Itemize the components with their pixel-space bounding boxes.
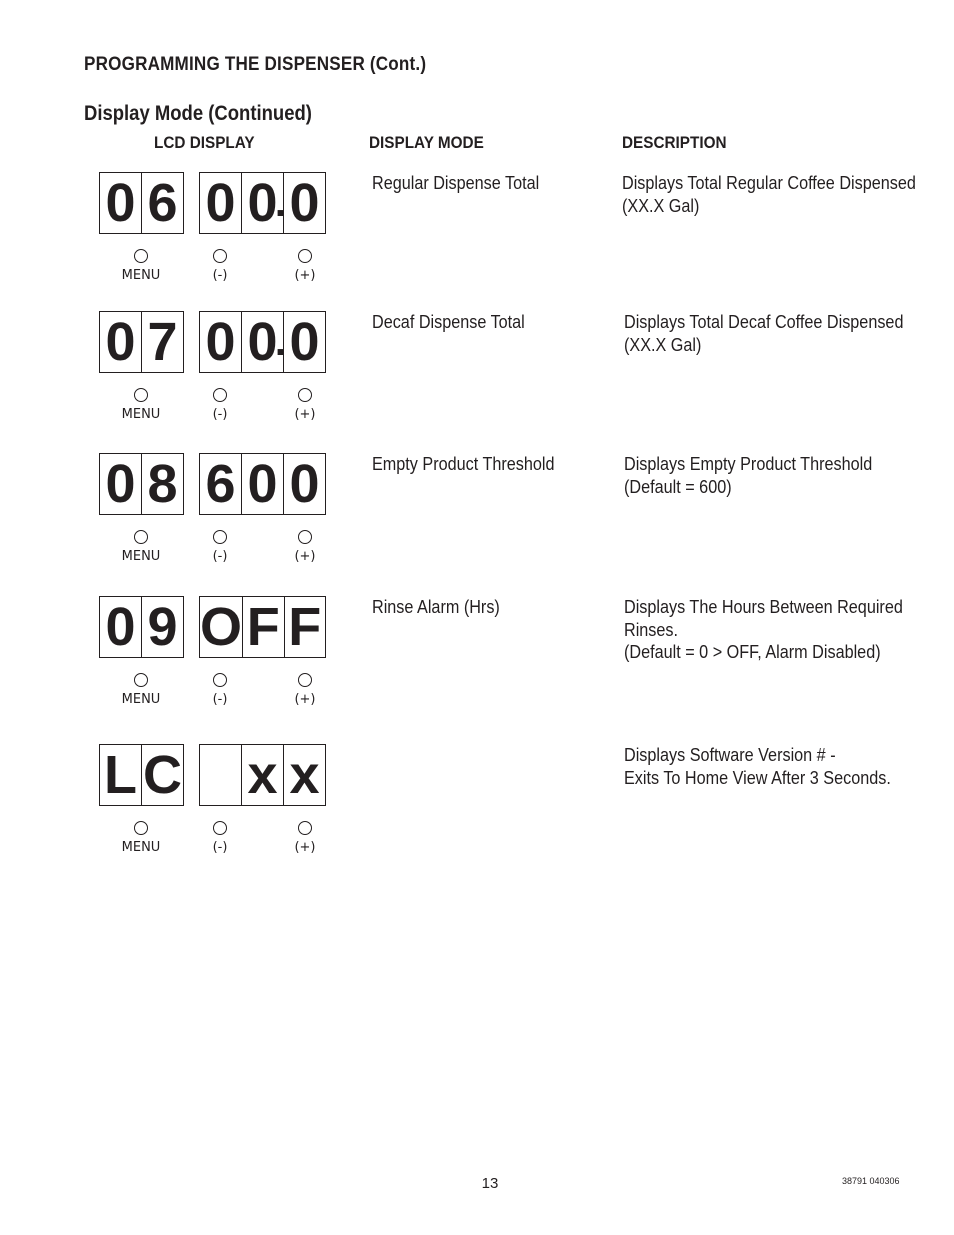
plus-label: (+) xyxy=(294,840,316,855)
column-header-lcd: LCD DISPLAY xyxy=(154,133,255,152)
minus-label: (-) xyxy=(212,268,228,283)
menu-label: MENU xyxy=(121,840,161,855)
lcd-digit: 0 xyxy=(105,312,136,372)
display-mode-description xyxy=(624,744,891,789)
lcd-mode-digits xyxy=(99,311,184,373)
plus-button-icon[interactable] xyxy=(298,249,312,263)
display-mode-name: Decaf Dispense Total xyxy=(372,312,525,332)
lcd-digit: L xyxy=(104,745,137,805)
menu-label: MENU xyxy=(121,407,161,422)
description-line: Displays Total Regular Coffee Dispensed xyxy=(622,173,916,193)
lcd-value-digits xyxy=(199,596,326,658)
sub-title: Display Mode (Continued) xyxy=(84,102,312,125)
display-mode-description xyxy=(624,453,872,498)
lcd-value-digits xyxy=(199,172,326,234)
lcd-digit-with-decimal xyxy=(241,173,286,233)
lcd-value-digits xyxy=(199,311,326,373)
lcd-digit: C xyxy=(143,745,182,805)
lcd-value-digits xyxy=(199,453,326,515)
display-mode-name: Rinse Alarm (Hrs) xyxy=(372,597,500,617)
display-mode-description xyxy=(624,596,903,664)
lcd-digit: 0 xyxy=(283,173,325,233)
lcd-digit: x xyxy=(241,745,283,805)
lcd-digit: O xyxy=(200,597,243,657)
column-header-mode: DISPLAY MODE xyxy=(369,133,484,152)
description-line: (XX.X Gal) xyxy=(622,195,700,216)
menu-button-icon[interactable] xyxy=(134,530,148,544)
lcd-digit: 0 xyxy=(105,173,136,233)
display-mode-name: Regular Dispense Total xyxy=(372,173,540,193)
minus-label: (-) xyxy=(212,840,228,855)
display-mode-description xyxy=(624,311,903,356)
page-number: 13 xyxy=(481,1175,499,1192)
minus-button-icon[interactable] xyxy=(213,388,227,402)
lcd-digit: 8 xyxy=(141,454,183,514)
lcd-digit: F xyxy=(284,597,326,657)
minus-label: (-) xyxy=(212,549,228,564)
display-row-empty-threshold xyxy=(0,453,954,583)
menu-button-icon[interactable] xyxy=(134,388,148,402)
lcd-mode-digits xyxy=(99,172,184,234)
lcd-digit-with-decimal xyxy=(241,312,286,372)
lcd-digit: 7 xyxy=(141,312,183,372)
lcd-digit: 6 xyxy=(205,454,236,514)
description-line: Rinses. xyxy=(624,619,679,640)
lcd-digit: 6 xyxy=(141,173,183,233)
plus-label: (+) xyxy=(294,407,316,422)
display-row-decaf-total xyxy=(0,311,954,441)
description-line: (Default = 600) xyxy=(624,476,732,497)
document-code: 38791 040306 xyxy=(842,1176,900,1186)
menu-button-icon[interactable] xyxy=(134,821,148,835)
description-line: Displays Software Version # - xyxy=(624,745,836,765)
lcd-digit: 0 xyxy=(241,454,283,514)
lcd-digit: 0 xyxy=(205,173,236,233)
lcd-digit: F xyxy=(242,597,284,657)
plus-label: (+) xyxy=(294,268,316,283)
menu-label: MENU xyxy=(121,692,161,707)
description-line: Displays Empty Product Threshold xyxy=(624,454,873,474)
plus-button-icon[interactable] xyxy=(298,530,312,544)
description-line: Displays The Hours Between Required xyxy=(624,597,903,617)
menu-button-icon[interactable] xyxy=(134,673,148,687)
lcd-digit: x xyxy=(283,745,325,805)
plus-label: (+) xyxy=(294,692,316,707)
display-row-rinse-alarm xyxy=(0,596,954,726)
display-mode-name: Empty Product Threshold xyxy=(372,454,555,474)
plus-button-icon[interactable] xyxy=(298,821,312,835)
lcd-digit: 0 xyxy=(283,454,325,514)
plus-button-icon[interactable] xyxy=(298,673,312,687)
minus-label: (-) xyxy=(212,692,228,707)
section-title: PROGRAMMING THE DISPENSER (Cont.) xyxy=(84,54,427,75)
minus-button-icon[interactable] xyxy=(213,249,227,263)
column-header-description: DESCRIPTION xyxy=(622,133,727,152)
description-line: Exits To Home View After 3 Seconds. xyxy=(624,767,891,788)
lcd-digit: 9 xyxy=(141,597,183,657)
display-mode-description xyxy=(622,172,916,217)
lcd-digit: 0 xyxy=(283,312,325,372)
lcd-digit: 0 xyxy=(105,597,136,657)
decimal-point: . xyxy=(274,320,286,364)
description-line: (Default = 0 > OFF, Alarm Disabled) xyxy=(624,642,881,662)
description-line: Displays Total Decaf Coffee Dispensed xyxy=(624,312,904,332)
lcd-mode-digits xyxy=(99,453,184,515)
minus-label: (-) xyxy=(212,407,228,422)
menu-button-icon[interactable] xyxy=(134,249,148,263)
display-row-software-version xyxy=(0,744,954,874)
decimal-point: . xyxy=(274,181,286,225)
lcd-digit-value: 0 xyxy=(247,173,278,233)
lcd-digit xyxy=(200,745,241,805)
menu-label: MENU xyxy=(121,549,161,564)
minus-button-icon[interactable] xyxy=(213,821,227,835)
lcd-digit: 0 xyxy=(105,454,136,514)
description-line: (XX.X Gal) xyxy=(624,334,702,355)
display-row-regular-total xyxy=(0,172,954,302)
plus-label: (+) xyxy=(294,549,316,564)
lcd-mode-digits xyxy=(99,596,184,658)
lcd-digit: 0 xyxy=(205,312,236,372)
plus-button-icon[interactable] xyxy=(298,388,312,402)
minus-button-icon[interactable] xyxy=(213,530,227,544)
lcd-value-digits xyxy=(199,744,326,806)
lcd-mode-digits xyxy=(99,744,184,806)
lcd-digit-value: 0 xyxy=(247,312,278,372)
menu-label: MENU xyxy=(121,268,161,283)
minus-button-icon[interactable] xyxy=(213,673,227,687)
